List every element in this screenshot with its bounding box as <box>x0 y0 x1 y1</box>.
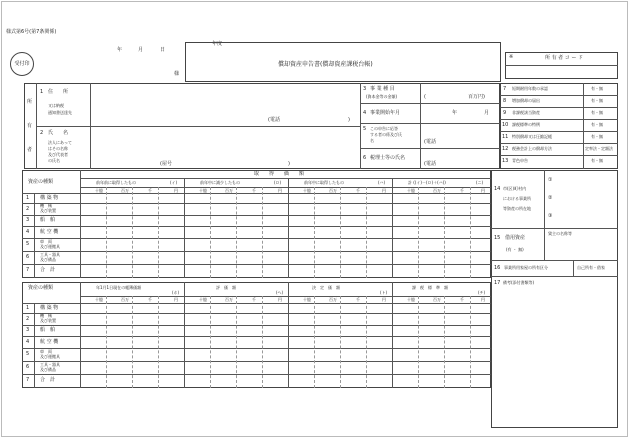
lower-unit: 十億 <box>95 297 103 302</box>
address-label: 住 所 <box>48 89 69 95</box>
lower-row2-no: 2 <box>26 316 30 322</box>
upper-col4-label: 計 ((イ)－(ロ)＋(ハ)) <box>408 180 446 185</box>
upper-group-header: 取 得 価 額 <box>254 171 305 177</box>
r6-label: 税理士等の氏名 <box>370 155 406 161</box>
upper-unit: 円 <box>382 188 386 193</box>
lower-col2-label: 評 価 額 <box>216 285 236 290</box>
item11-no: 11 <box>502 134 509 140</box>
upper-unit: 円 <box>278 188 282 193</box>
item12-label: 税務会計上の償却方法 <box>512 146 552 151</box>
owner-code-label: 所 有 者 コ ー ド <box>545 55 583 61</box>
upper-row4-name: 航 空 機 <box>40 229 59 235</box>
item9-no: 9 <box>503 110 507 116</box>
lower-col2-tag: (ヘ) <box>276 290 284 295</box>
item14-line-2: における事業所 <box>503 196 531 201</box>
r5-label-2: する者の係及び氏 <box>370 132 402 137</box>
upper-row3-no: 3 <box>26 217 30 223</box>
upper-row6-name-1: 工具・器具 <box>40 252 60 257</box>
lower-row4-name: 航 空 機 <box>40 339 59 345</box>
item11-value[interactable]: 有・無 <box>591 134 603 139</box>
owner-vertical-1: 所 <box>27 99 33 105</box>
address-sub-1: 又は納税 <box>48 103 64 108</box>
upper-unit: 百万 <box>225 188 233 193</box>
r5-no: 5 <box>363 126 367 132</box>
r3-label: 事 業 種 目 <box>370 86 395 92</box>
upper-row6-no: 6 <box>26 254 30 260</box>
lower-row6-name-2: 及び備品 <box>40 367 56 372</box>
lower-unit: 千 <box>460 297 464 302</box>
lower-row3-name: 船 舶 <box>40 327 56 333</box>
date-year: 年 <box>117 47 123 53</box>
remarks-input[interactable] <box>493 290 616 426</box>
lower-unit: 十億 <box>407 297 415 302</box>
yago-close: ) <box>288 161 290 167</box>
lower-row4-no: 4 <box>26 339 30 345</box>
upper-unit: 千 <box>148 188 152 193</box>
upper-unit: 十億 <box>199 188 207 193</box>
item10-label: 課税標準の特例 <box>512 122 540 127</box>
upper-col1-label: 前年前に取得したもの <box>96 180 136 185</box>
upper-row2-no: 2 <box>26 206 30 212</box>
lower-row2-name-2: 及び装置 <box>40 318 56 323</box>
item14-circle-2: ② <box>548 195 553 201</box>
owner-code-ref: ※ <box>509 54 514 60</box>
item7-value[interactable]: 有・無 <box>591 86 603 91</box>
upper-row5-name-1: 車 両 <box>40 239 52 244</box>
upper-row2-name-2: 及び装置 <box>40 208 56 213</box>
name-input[interactable] <box>92 128 358 167</box>
lower-row1-name: 構 築 物 <box>40 305 59 311</box>
upper-unit: 百万 <box>329 188 337 193</box>
r4-month: 月 <box>484 110 490 116</box>
upper-row6-name-2: 及び備品 <box>40 257 56 262</box>
lower-col1-tag: (ホ) <box>172 290 180 295</box>
lower-unit: 円 <box>481 297 485 302</box>
r3-open: ( <box>424 94 426 100</box>
upper-row7-no: 7 <box>26 267 30 273</box>
item16-value[interactable]: 自己所有・借家 <box>577 265 605 270</box>
form-id: 様式第6号(第7条関係) <box>6 29 57 35</box>
r6-phone: (電話 <box>424 161 436 167</box>
r3-unit: 百万円) <box>468 94 485 100</box>
lower-col3-tag: (ト) <box>380 290 388 295</box>
lower-unit: 百万 <box>433 297 441 302</box>
name-no: 2 <box>40 130 44 136</box>
upper-type-header: 資産の種類 <box>28 179 54 185</box>
r5-phone: (電話 <box>424 139 436 145</box>
item7-label: 短期耐用年数の承認 <box>512 86 548 91</box>
item15-no: 15 <box>494 235 501 241</box>
lower-row5-name-2: 及び運搬具 <box>40 354 60 359</box>
r4-year: 年 <box>452 110 458 116</box>
lower-unit: 千 <box>356 297 360 302</box>
lower-row7-no: 7 <box>26 377 30 383</box>
r6-no: 6 <box>363 155 367 161</box>
lower-unit: 十億 <box>199 297 207 302</box>
item11-label: 特別償却又は圧縮記帳 <box>512 134 552 139</box>
upper-unit: 百万 <box>433 188 441 193</box>
lower-row6-no: 6 <box>26 364 30 370</box>
item10-no: 10 <box>502 122 509 128</box>
upper-row1-no: 1 <box>26 195 30 201</box>
upper-row5-name-2: 及び運搬具 <box>40 244 60 249</box>
lower-unit: 円 <box>174 297 178 302</box>
lower-row6-name-1: 工具・器具 <box>40 362 60 367</box>
item17-no: 17 <box>494 280 501 286</box>
upper-col2-label: 前年中に減少したもの <box>200 180 240 185</box>
upper-col2-tag: (ロ) <box>274 180 282 185</box>
lower-unit: 千 <box>148 297 152 302</box>
upper-unit: 百万 <box>121 188 129 193</box>
address-phone: (電話 <box>268 117 280 123</box>
item12-no: 12 <box>502 146 509 152</box>
lower-col4-tag: (チ) <box>478 290 486 295</box>
address-input[interactable] <box>92 85 358 124</box>
upper-row1-name: 構 築 物 <box>40 195 59 201</box>
fiscal-year: 年度 <box>212 41 223 47</box>
lower-unit: 百万 <box>329 297 337 302</box>
name-sub-1: 法人にあって <box>48 140 72 145</box>
upper-unit: 十億 <box>303 188 311 193</box>
r5-label-1: この申告に応答 <box>370 126 398 131</box>
date-month: 月 <box>138 47 144 53</box>
item8-value[interactable]: 有・無 <box>591 98 603 103</box>
lower-unit: 百万 <box>225 297 233 302</box>
item13-label: 青色申告 <box>512 158 528 163</box>
yago: (屋号 <box>160 161 172 167</box>
item15-label: 借用資産 <box>505 235 526 241</box>
upper-col4-tag: (ニ) <box>476 180 484 185</box>
name-sub-2: はその名称 <box>48 146 68 151</box>
item14-line-1: 市(区)町村内 <box>503 186 527 191</box>
upper-unit: 千 <box>356 188 360 193</box>
form-title: 償却資産申告書(償却資産課税台帳) <box>278 61 373 68</box>
item13-value[interactable]: 有・無 <box>591 158 603 163</box>
upper-input-area[interactable] <box>81 194 490 277</box>
address-phone-close: ) <box>348 117 350 123</box>
lower-type-header: 資産の種類 <box>28 285 54 291</box>
lower-unit: 円 <box>278 297 282 302</box>
r3-no: 3 <box>363 86 367 92</box>
upper-unit: 千 <box>252 188 256 193</box>
item14-circle-1: ① <box>548 177 553 183</box>
upper-col3-tag: (ハ) <box>378 180 386 185</box>
name-sub-3: 及び代表者 <box>48 152 68 157</box>
owner-vertical-3: 者 <box>27 147 33 153</box>
item8-label: 増加償却の届出 <box>512 98 540 103</box>
name-sub-4: の氏名 <box>48 158 60 163</box>
lower-row2-name-1: 機 械 <box>40 313 52 318</box>
r4-label: 事業開始年月 <box>370 110 401 116</box>
item13-no: 13 <box>502 158 509 164</box>
item15-value[interactable]: (有 ・ 無) <box>506 247 524 252</box>
lower-col1-label: 年1月1日現在の帳簿価額 <box>96 285 142 290</box>
lower-unit: 十億 <box>303 297 311 302</box>
upper-row5-no: 5 <box>26 241 30 247</box>
upper-col1-tag: (イ) <box>170 180 178 185</box>
receipt-stamp: 受付印 <box>10 52 34 76</box>
item17-label: 備考(添付書類等) <box>503 280 535 285</box>
lower-row3-no: 3 <box>26 327 30 333</box>
item15-owner-label: 貸主の名称等 <box>548 231 572 236</box>
lower-unit: 百万 <box>121 297 129 302</box>
item9-value[interactable]: 有・無 <box>591 110 603 115</box>
upper-row2-name-1: 機 械 <box>40 203 52 208</box>
upper-unit: 十億 <box>95 188 103 193</box>
upper-unit: 円 <box>481 188 485 193</box>
address-sub-2: 通知書送達先 <box>48 110 72 115</box>
item16-label: 事業所用家屋の所有区分 <box>504 265 548 270</box>
r4-no: 4 <box>363 110 367 116</box>
lower-row1-no: 1 <box>26 305 30 311</box>
name-label: 氏 名 <box>48 130 69 136</box>
item16-no: 16 <box>494 265 501 271</box>
item14-circle-3: ③ <box>548 213 553 219</box>
upper-row3-name: 船 舶 <box>40 217 56 223</box>
upper-row4-no: 4 <box>26 229 30 235</box>
lower-unit: 千 <box>252 297 256 302</box>
lower-col4-label: 課 税 標 準 額 <box>412 285 448 290</box>
item9-label: 非課税該当資産 <box>512 110 540 115</box>
lower-unit: 円 <box>382 297 386 302</box>
upper-unit: 十億 <box>407 188 415 193</box>
owner-vertical-2: 有 <box>27 123 33 129</box>
addressee-sama: 様 <box>174 71 180 77</box>
item14-no: 14 <box>494 186 501 192</box>
upper-unit: 千 <box>460 188 464 193</box>
r5-label-3: 名 <box>370 138 374 143</box>
upper-row7-name: 合 計 <box>40 267 56 273</box>
lower-col3-label: 決 定 価 額 <box>312 285 340 290</box>
lower-input-area[interactable] <box>81 304 490 387</box>
item8-no: 8 <box>503 98 507 104</box>
item10-value[interactable]: 有・無 <box>591 122 603 127</box>
item14-line-3: 等資産の所在地 <box>503 206 531 211</box>
upper-unit: 円 <box>174 188 178 193</box>
upper-col3-label: 前年中に取得したもの <box>304 180 344 185</box>
item7-no: 7 <box>503 86 507 92</box>
date-day: 日 <box>160 47 166 53</box>
lower-row5-name-1: 車 両 <box>40 349 52 354</box>
lower-row7-name: 合 計 <box>40 377 56 383</box>
address-no: 1 <box>40 89 44 95</box>
title-box <box>185 42 501 82</box>
item12-value[interactable]: 定率法・定額法 <box>585 146 613 151</box>
r3-sub: (資本金等の金額) <box>366 94 398 99</box>
lower-row5-no: 5 <box>26 351 30 357</box>
